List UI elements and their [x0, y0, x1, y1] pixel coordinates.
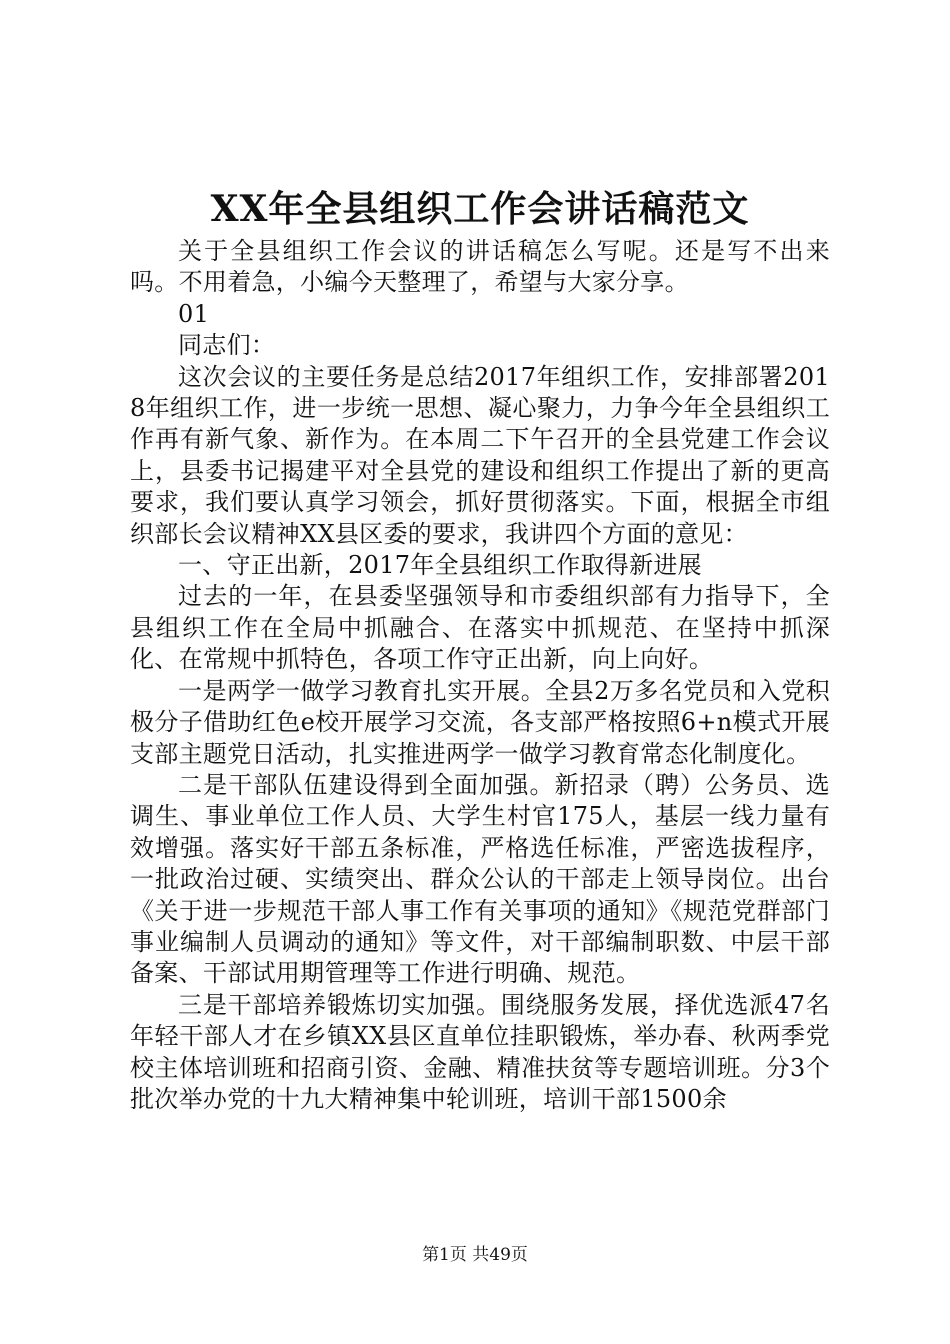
body-paragraph: 这次会议的主要任务是总结2017年组织工作，安排部署2018年组织工作，进一步统一思想、凝心聚力，力争今年全县组织工作再有新气象、新作为。在本周二下午召开的全县党建工作会议上，县委书记揭建平对全县党的建设和组织工作提出了新的更高要求，我们要认真学习领会，抓好贯彻落实。下面，根据全市组织部长会议精神XX县区委的要求，我讲四个方面的意见： [130, 362, 830, 548]
section-number: 01 [178, 299, 210, 328]
intro-paragraph: 关于全县组织工作会议的讲话稿怎么写呢。还是写不出来吗。不用着急，小编今天整理了，希望与大家分享。 [130, 237, 830, 297]
salutation: 同志们： [178, 331, 276, 360]
document-body [130, 236, 830, 1115]
body-paragraph: 三是干部培养锻炼切实加强。围绕服务发展，择优选派47名年轻干部人才在乡镇XX县区直单位挂职锻炼，举办春、秋两季党校主体培训班和招商引资、金融、精准扶贫等专题培训班。分3个批次举办党的十九大精神集中轮训班，培训干部1500余 [130, 990, 830, 1113]
section-heading: 一、守正出新，2017年全县组织工作取得新进展 [178, 551, 702, 580]
body-paragraph: 一是两学一做学习教育扎实开展。全县2万多名党员和入党积极分子借助红色e校开展学习交流，各支部严格按照6+n模式开展支部主题党日活动，扎实推进两学一做学习教育常态化制度化。 [130, 676, 830, 768]
page-footer: 第1页 共49页 [422, 1245, 528, 1265]
body-paragraph: 二是干部队伍建设得到全面加强。新招录（聘）公务员、选调生、事业单位工作人员、大学生村官175人，基层一线力量有效增强。落实好干部五条标准，严格选任标准，严密选拔程序，一批政治过硬、实绩突出、群众公认的干部走上领导岗位。出台《关于进一步规范干部人事工作有关事项的通知》《规范党群部门事业编制人员调动的通知》等文件，对干部编制职数、中层干部备案、干部试用期管理等工作进行明确、规范。 [130, 770, 830, 988]
body-paragraph: 过去的一年，在县委坚强领导和市委组织部有力指导下，全县组织工作在全局中抓融合、在落实中抓规范、在坚持中抓深化、在常规中抓特色，各项工作守正出新，向上向好。 [130, 582, 830, 674]
document-title: XX年全县组织工作会讲话稿范文 [210, 188, 750, 230]
